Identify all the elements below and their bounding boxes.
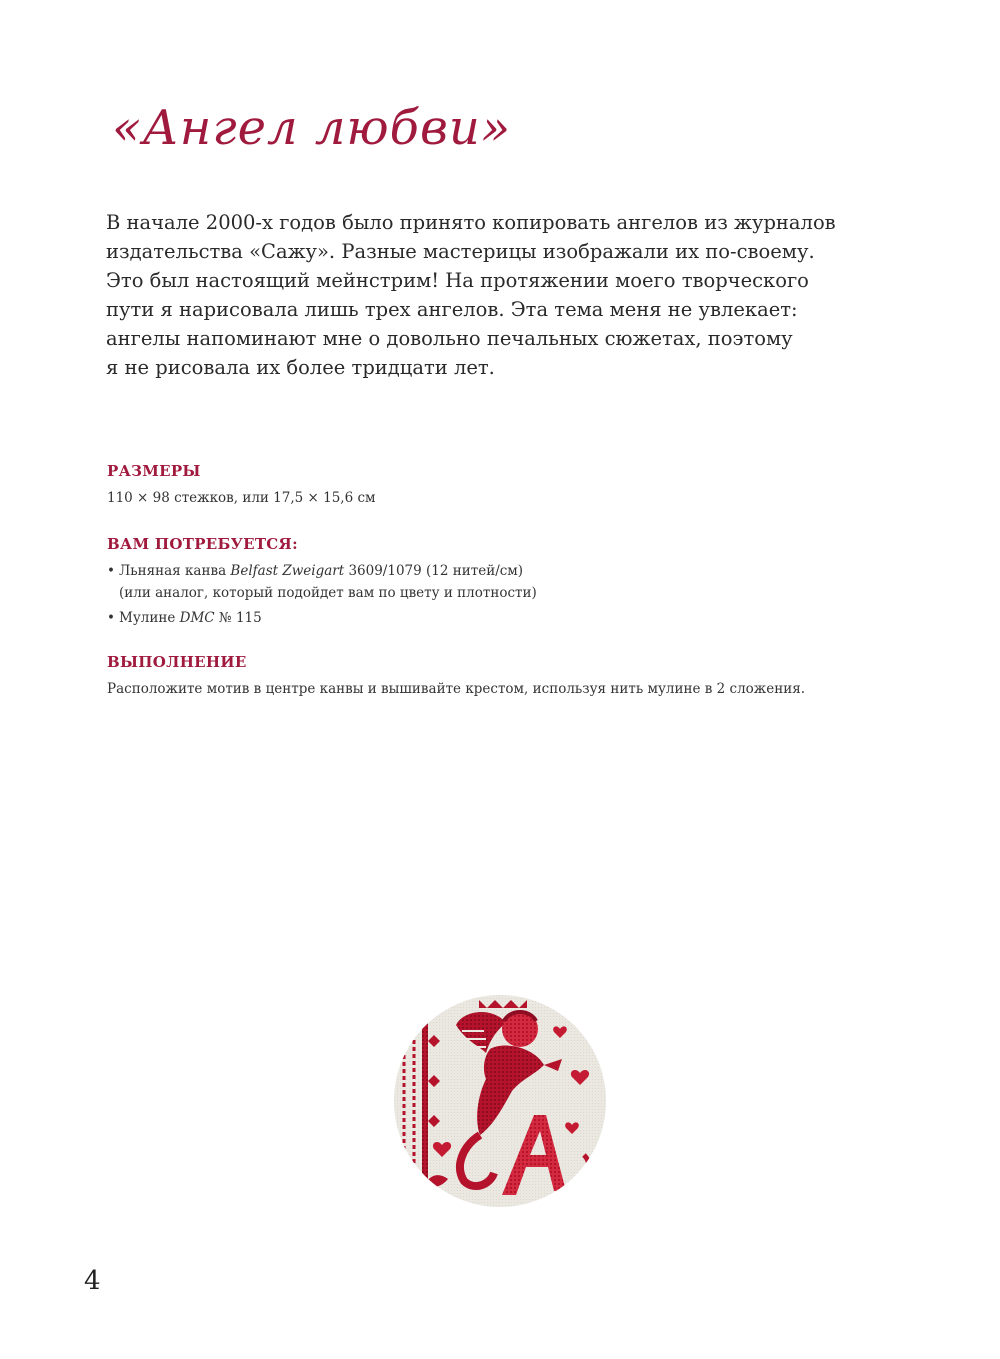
- page-number: 4: [84, 1266, 101, 1296]
- execution-heading: ВЫПОЛНЕНИЕ: [107, 653, 247, 671]
- intro-line: я не рисовала их более тридцати лет.: [106, 356, 495, 379]
- angel-embroidery-image: [394, 995, 606, 1207]
- intro-line: В начале 2000-х годов было принято копировать ангелов из журналов: [106, 211, 836, 234]
- intro-line: ангелы напоминают мне о довольно печальных сюжетах, поэтому: [106, 327, 793, 350]
- canvas-brand: Belfast Zweigart: [230, 563, 345, 579]
- materials-item-canvas: [107, 560, 537, 604]
- embroidery-photo: [394, 995, 606, 1207]
- intro-line: Это был настоящий мейнстрим! На протяжении моего творческого: [106, 269, 809, 292]
- intro-paragraph: [106, 208, 946, 382]
- materials-heading: ВАМ ПОТРЕБУЕТСЯ:: [107, 535, 298, 553]
- materials-item-thread: [107, 607, 537, 629]
- canvas-note: (или аналог, который подойдет вам по цвету и плотности): [119, 585, 537, 601]
- intro-line: издательства «Сажу». Разные мастерицы изображали их по-своему.: [106, 240, 815, 263]
- sizes-heading: РАЗМЕРЫ: [107, 462, 201, 480]
- canvas-suffix: 3609/1079 (12 нитей/см): [344, 563, 524, 579]
- materials-list: [107, 560, 537, 632]
- thread-brand: DMC: [179, 610, 215, 626]
- execution-text: Расположите мотив в центре канвы и вышивайте крестом, используя нить мулине в 2 сложения.: [107, 681, 806, 697]
- thread-prefix: Мулине: [119, 610, 180, 626]
- sizes-text: 110 × 98 стежков, или 17,5 × 15,6 см: [107, 490, 376, 506]
- thread-suffix: № 115: [214, 610, 262, 626]
- canvas-prefix: Льняная канва: [119, 563, 231, 579]
- page-title: «Ангел любви»: [112, 100, 512, 156]
- intro-line: пути я нарисовала лишь трех ангелов. Эта тема меня не увлекает:: [106, 298, 798, 321]
